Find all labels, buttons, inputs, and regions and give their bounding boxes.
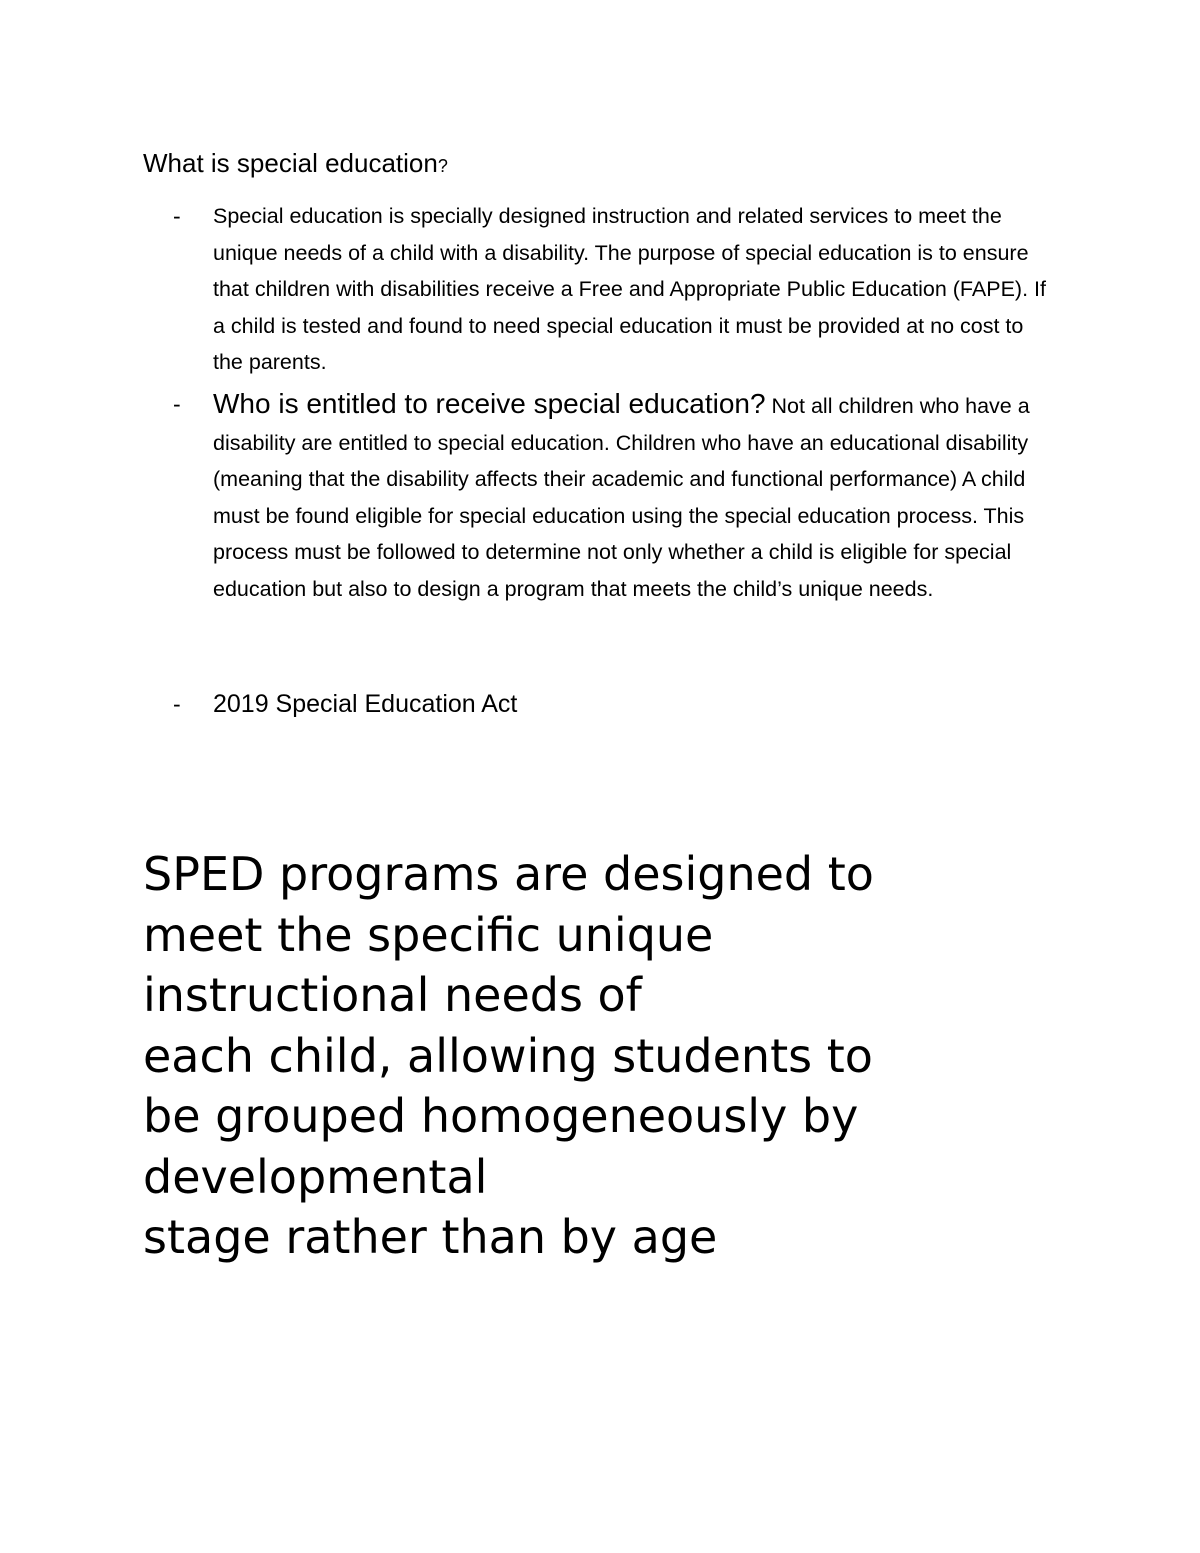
bullet-item-eligibility	[143, 386, 1063, 646]
bullet-dash: -	[173, 691, 181, 717]
bullet-body: 2019 Special Education Act	[213, 690, 518, 718]
statement-line: developmental	[143, 1149, 488, 1204]
bullet-item-act	[143, 686, 1063, 726]
heading-text: What is special education	[143, 148, 438, 178]
bullet-text	[213, 386, 1058, 607]
statement-line: each child, allowing students to	[143, 1028, 873, 1083]
statement-line: instructional needs of	[143, 968, 642, 1022]
bullet-text	[213, 198, 1058, 381]
heading-question-mark: ?	[437, 156, 448, 176]
bullet-body: Special education is specially designed instruction and related services to meet the unique needs of a child with a disability. The purpose of special education is to ensure that children with disabilities receive a Free and Appropriate Public Education (FAPE). If a child is tested and found to need special education it must be provided at no cost to the parents.	[213, 204, 1046, 374]
bullet-text	[213, 686, 1058, 723]
bullet-dash: -	[173, 203, 181, 229]
bullet-item-definition	[143, 198, 1063, 383]
document-heading	[143, 146, 448, 183]
bullet-body: Not all children who have a disability are entitled to special education. Children who have an educational disability (meaning that the disability affects their academic and functional performance) A child must be found eligible for special education using the special education process. This process must be followed to determine not only whether a child is eligible for special education but also to design a program that meets the child’s unique needs.	[213, 394, 1030, 601]
bullet-dash: -	[173, 391, 181, 417]
statement-line: stage rather than by age	[143, 1210, 718, 1264]
statement-line: SPED programs are designed to	[143, 847, 874, 901]
statement-line: be grouped homogeneously by	[143, 1089, 859, 1143]
bullet-lead-question: Who is entitled to receive special education?	[213, 388, 766, 419]
sped-statement	[143, 844, 1143, 1268]
statement-line: meet the specific unique	[143, 907, 714, 962]
